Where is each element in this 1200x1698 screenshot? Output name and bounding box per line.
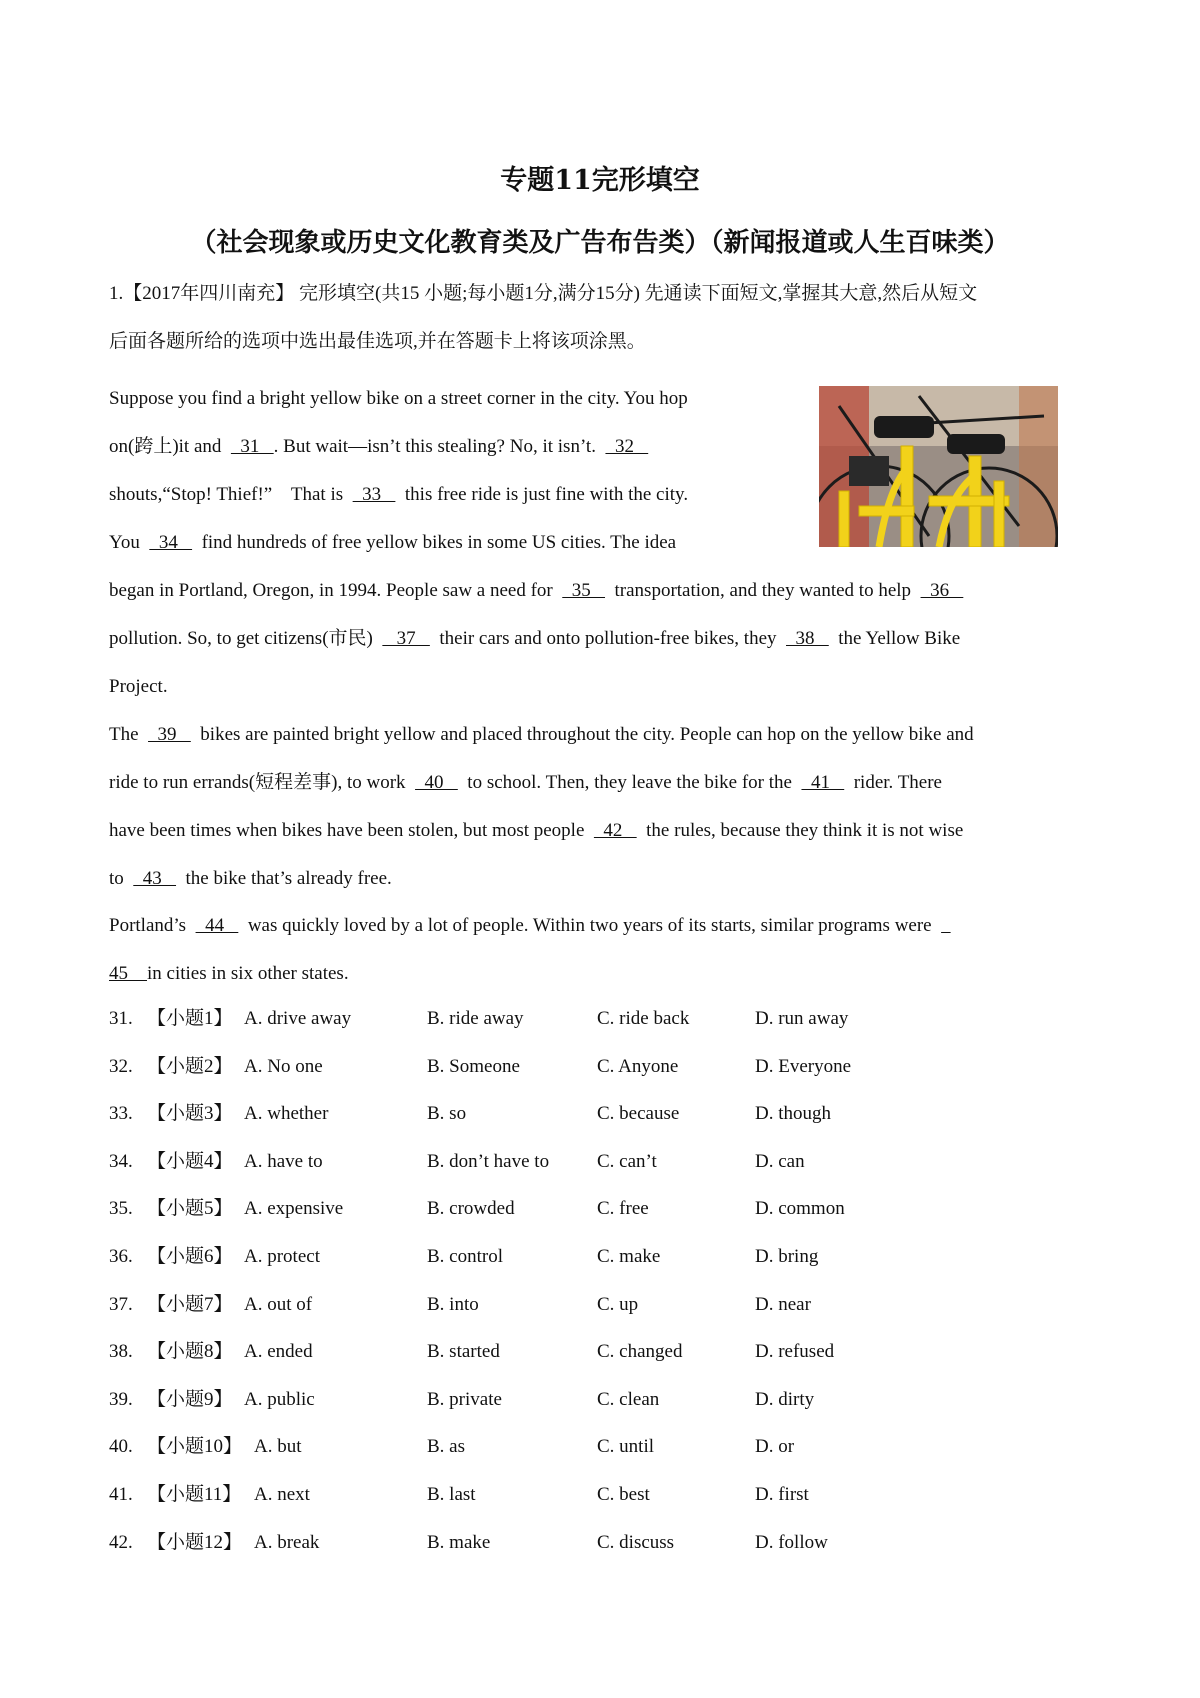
passage-text: have been times when bikes have been stolen, but most people: [109, 820, 594, 841]
option-b: B. so: [427, 1103, 467, 1125]
option-b: B. control: [427, 1246, 503, 1267]
option-b: B. make: [427, 1531, 491, 1553]
passage-text: shouts,“Stop! Thief!” That is: [109, 484, 353, 505]
question-number: 33.: [109, 1103, 133, 1125]
option-d: D. bring: [755, 1246, 819, 1267]
option-c: C. because: [597, 1103, 680, 1125]
option-c: C. changed: [597, 1341, 683, 1363]
question-number: 34.: [109, 1150, 133, 1172]
passage-text: in cities in six other states.: [147, 963, 349, 984]
option-d: D. or: [755, 1436, 795, 1458]
passage-text: to: [109, 868, 134, 889]
passage-text: pollution. So, to get citizens(市民): [109, 628, 383, 649]
option-d: D. first: [755, 1484, 809, 1505]
passage-line: [109, 675, 168, 699]
question-number: 38.: [109, 1341, 133, 1363]
question-tag: 【小题6】: [147, 1246, 233, 1267]
passage-text: to school. Then, they leave the bike for the: [457, 772, 802, 793]
option-a: A. drive away: [244, 1008, 352, 1029]
question-row: [109, 1245, 1009, 1269]
passage-text: You: [109, 532, 150, 553]
question-number: 37.: [109, 1293, 133, 1315]
answer-blank: 42: [593, 820, 637, 841]
answer-blank: 35: [562, 580, 606, 601]
answer-blank: 32: [605, 436, 649, 457]
passage-text: Project.: [109, 676, 168, 697]
option-b: B. as: [427, 1436, 465, 1458]
passage-line: [109, 387, 688, 411]
passage-text: bikes are painted bright yellow and placed throughout the city. People can hop on the yellow bike and: [190, 724, 974, 745]
passage-text: the rules, because they think it is not wise: [636, 820, 964, 841]
option-d: D. can: [755, 1150, 805, 1172]
passage-text: ride to run errands(短程差事), to work: [109, 772, 416, 793]
passage-text: Suppose you find a bright yellow bike on a street corner in the city. You hop: [109, 388, 688, 409]
passage-line: [109, 914, 951, 938]
option-d: D. near: [755, 1293, 811, 1315]
question-tag: 【小题10】: [147, 1436, 243, 1458]
passage-text: . But wait—isn’t this stealing? No, it isn’t.: [273, 436, 606, 457]
option-a: A. but: [254, 1436, 302, 1458]
passage-line: [109, 627, 960, 651]
question-number: 40.: [109, 1436, 133, 1458]
question-number: 41.: [109, 1484, 133, 1505]
option-a: A. protect: [244, 1246, 320, 1267]
option-a: A. No one: [244, 1055, 323, 1077]
answer-blank: 38: [786, 628, 829, 649]
option-b: B. into: [427, 1293, 479, 1315]
passage-text: on(跨上)it and: [109, 436, 231, 457]
option-d: D. though: [755, 1103, 831, 1125]
option-d: D. refused: [755, 1341, 835, 1363]
question-tag: 【小题3】: [147, 1103, 233, 1125]
answer-blank: 45: [109, 963, 147, 984]
option-d: D. follow: [755, 1531, 828, 1553]
option-b: B. private: [427, 1388, 502, 1410]
option-a: A. expensive: [244, 1198, 344, 1220]
option-c: C. can’t: [597, 1150, 657, 1172]
passage-text: find hundreds of free yellow bikes in some US cities. The idea: [192, 532, 677, 553]
page-subtitle: （社会现象或历史文化教育类及广告布告类）（新闻报道或人生百味类）: [190, 228, 1010, 258]
question-row: [109, 1293, 1009, 1317]
passage-text: their cars and onto pollution-free bikes, they: [429, 628, 787, 649]
option-b: B. Someone: [427, 1055, 520, 1077]
option-b: B. last: [427, 1484, 476, 1505]
passage-line: [109, 483, 688, 507]
intro-line-2: 后面各题所给的选项中选出最佳选项,并在答题卡上将该项涂黑。: [109, 331, 646, 352]
question-row: [109, 1197, 1009, 1221]
question-number: 42.: [109, 1531, 133, 1553]
option-b: B. crowded: [427, 1198, 515, 1220]
question-number: 39.: [109, 1388, 133, 1410]
option-d: D. dirty: [755, 1388, 815, 1410]
question-row: [109, 1531, 1009, 1555]
answer-blank: 36: [920, 580, 964, 601]
answer-blank: 31: [230, 436, 274, 457]
option-c: C. best: [597, 1484, 650, 1505]
option-c: C. ride back: [597, 1008, 690, 1029]
option-c: C. up: [597, 1293, 639, 1315]
passage-line: [109, 771, 942, 795]
question-tag: 【小题8】: [147, 1341, 233, 1363]
option-d: D. Everyone: [755, 1055, 852, 1077]
passage-line: [109, 819, 963, 843]
question-row: [109, 1340, 1009, 1364]
question-tag: 【小题1】: [147, 1008, 233, 1029]
answer-blank: 44: [195, 915, 239, 936]
answer-blank: 33: [352, 484, 396, 505]
passage-text: rider. There: [844, 772, 942, 793]
option-a: A. out of: [244, 1293, 313, 1315]
option-c: C. clean: [597, 1388, 660, 1410]
option-d: D. common: [755, 1198, 845, 1220]
question-number: 32.: [109, 1055, 133, 1077]
option-c: C. Anyone: [597, 1055, 679, 1077]
passage-text: Portland’s: [109, 915, 196, 936]
option-a: A. break: [254, 1531, 320, 1553]
option-a: A. ended: [244, 1341, 313, 1363]
option-c: C. until: [597, 1436, 655, 1458]
option-b: B. started: [427, 1341, 500, 1363]
question-tag: 【小题9】: [147, 1388, 233, 1410]
question-tag: 【小题11】: [147, 1484, 242, 1505]
option-a: A. public: [244, 1388, 315, 1410]
passage-text: the Yellow Bike: [828, 628, 961, 649]
question-tag: 【小题2】: [147, 1055, 233, 1077]
passage-line: [109, 723, 974, 747]
intro-line-1: 1.【2017年四川南充】 完形填空(共15 小题;每小题1分,满分15分) 先通读下面短文,掌握其大意,然后从短文: [109, 283, 978, 304]
answer-blank: 37: [382, 628, 430, 649]
passage-text: The: [109, 724, 149, 745]
page-title: 专题11完形填空: [500, 165, 700, 196]
passage-text: was quickly loved by a lot of people. Within two years of its starts, similar programs were: [238, 915, 942, 936]
answer-blank: 40: [415, 772, 458, 793]
question-row: [109, 1055, 1009, 1079]
option-c: C. make: [597, 1246, 661, 1267]
passage-text: this free ride is just fine with the city.: [395, 484, 689, 505]
question-number: 31.: [109, 1008, 133, 1029]
option-c: C. discuss: [597, 1531, 675, 1553]
question-row: [109, 1150, 1009, 1174]
yellow-bike-photo: [819, 386, 1058, 547]
option-a: A. have to: [244, 1150, 323, 1172]
question-row: [109, 1388, 1009, 1412]
answer-blank: 43: [133, 868, 177, 889]
question-row: [109, 1102, 1009, 1126]
option-b: B. don’t have to: [427, 1150, 550, 1172]
answer-blank: 34: [149, 532, 193, 553]
question-row: [109, 1483, 1009, 1507]
option-a: A. next: [254, 1484, 310, 1505]
answer-blank: 39: [148, 724, 191, 745]
option-c: C. free: [597, 1198, 649, 1220]
question-tag: 【小题4】: [147, 1150, 233, 1172]
question-row: [109, 1435, 1009, 1459]
passage-line: [109, 579, 963, 603]
answer-blank: 41: [801, 772, 845, 793]
option-a: A. whether: [244, 1103, 329, 1125]
yellow-bike-image: [819, 386, 1058, 547]
passage-text: began in Portland, Oregon, in 1994. People saw a need for: [109, 580, 563, 601]
option-b: B. ride away: [427, 1008, 524, 1029]
question-row: [109, 1007, 1009, 1031]
question-number: 36.: [109, 1246, 133, 1267]
passage-text: transportation, and they wanted to help: [605, 580, 921, 601]
question-tag: 【小题7】: [147, 1293, 233, 1315]
question-tag: 【小题5】: [147, 1198, 233, 1220]
passage-line: [109, 962, 349, 986]
passage-line: [109, 531, 676, 555]
question-number: 35.: [109, 1198, 133, 1220]
passage-line: [109, 435, 648, 459]
question-tag: 【小题12】: [147, 1531, 243, 1553]
answer-blank: [941, 915, 951, 936]
passage-line: [109, 867, 392, 891]
option-d: D. run away: [755, 1008, 849, 1029]
passage-text: the bike that’s already free.: [176, 868, 392, 889]
